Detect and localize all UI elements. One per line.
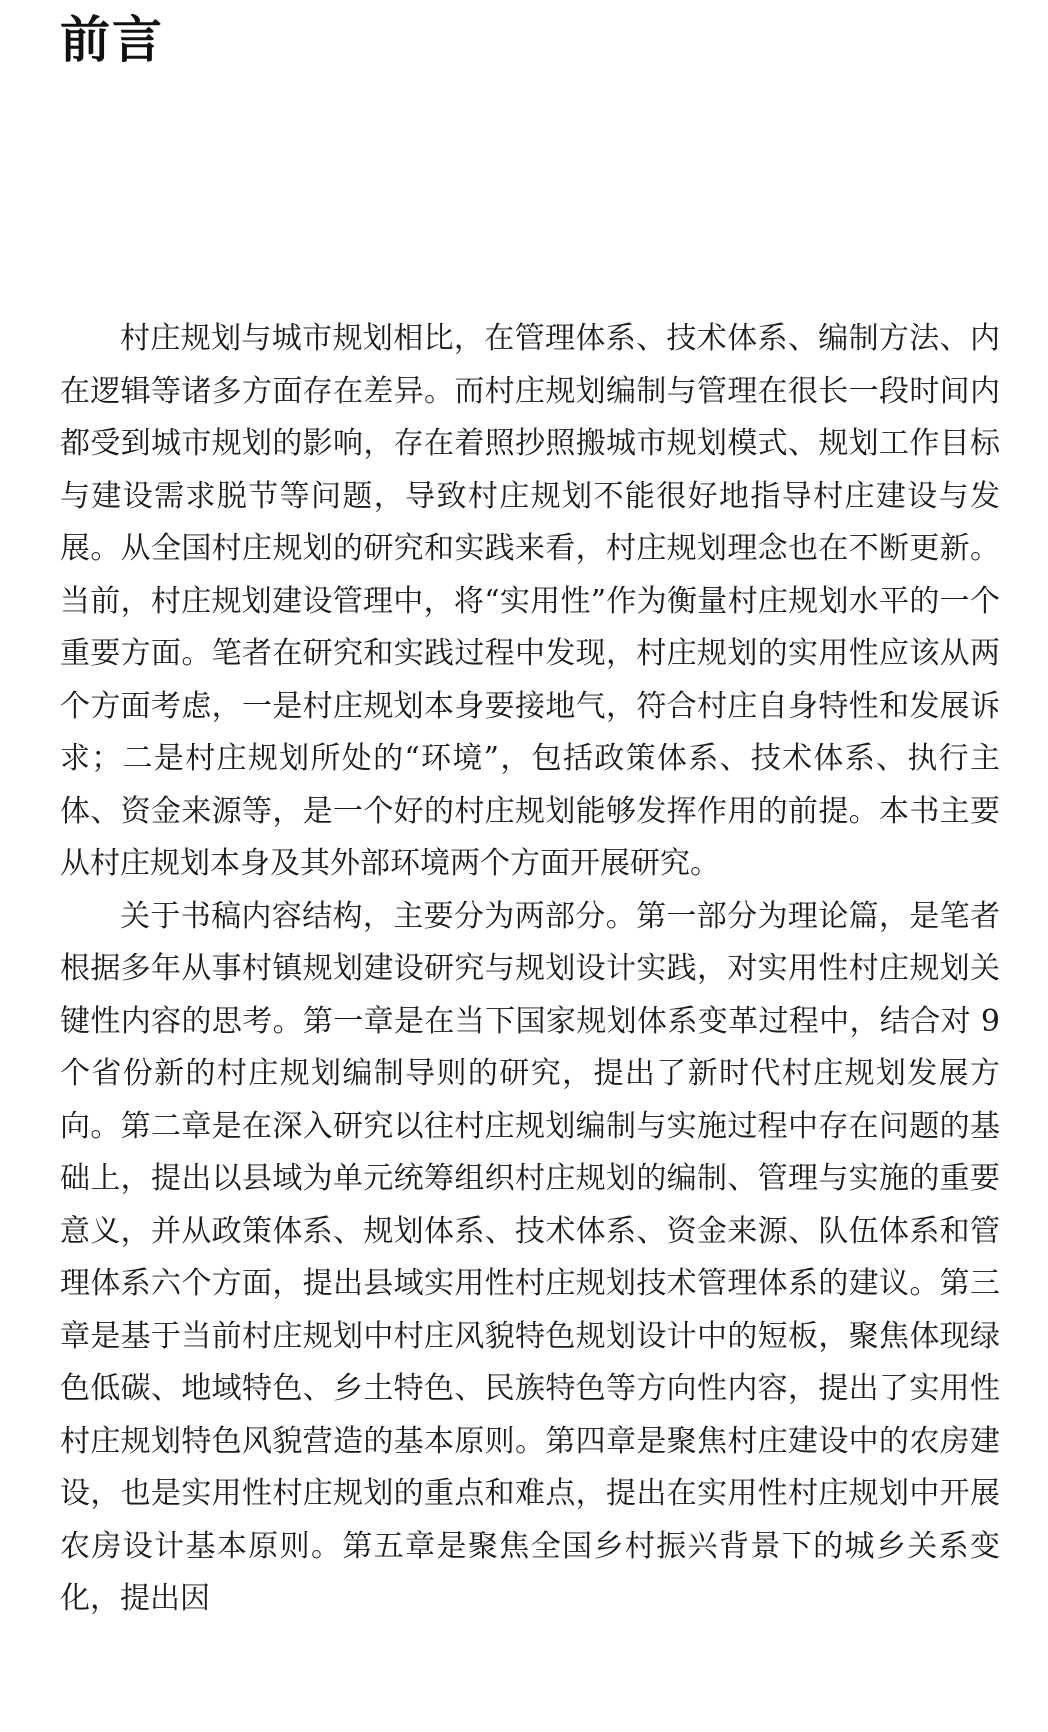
body-text [60, 313, 1000, 1626]
paragraph-1: 村庄规划与城市规划相比，在管理体系、技术体系、编制方法、内在逻辑等诸多方面存在差异。而村庄规划编制与管理在很长一段时间内都受到城市规划的影响，存在着照抄照搬城市规划模式、规划工作目标与建设需求脱节等问题，导致村庄规划不能很好地指导村庄建设与发展。从全国村庄规划的研究和实践来看，村庄规划理念也在不断更新。当前，村庄规划建设管理中，将“实用性”作为衡量村庄规划水平的一个重要方面。笔者在研究和实践过程中发现，村庄规划的实用性应该从两个方面考虑，一是村庄规划本身要接地气，符合村庄自身特性和发展诉求；二是村庄规划所处的“环境”，包括政策体系、技术体系、执行主体、资金来源等，是一个好的村庄规划能够发挥作用的前提。本书主要从村庄规划本身及其外部环境两个方面开展研究。 [60, 321, 1000, 881]
paragraph-2: 关于书稿内容结构，主要分为两部分。第一部分为理论篇，是笔者根据多年从事村镇规划建设研究与规划设计实践，对实用性村庄规划关键性内容的思考。第一章是在当下国家规划体系变革过程中，结合对 9 个省份新的村庄规划编制导则的研究，提出了新时代村庄规划发展方向。第二章是在深入研究以往村庄规划编制与实施过程中存在问题的基础上，提出以县域为单元统筹组织村庄规划的编制、管理与实施的重要意义，并从政策体系、规划体系、技术体系、资金来源、队伍体系和管理体系六个方面，提出县域实用性村庄规划技术管理体系的建议。第三章是基于当前村庄规划中村庄风貌特色规划设计中的短板，聚焦体现绿色低碳、地域特色、乡土特色、民族特色等方向性内容，提出了实用性村庄规划特色风貌营造的基本原则。第四章是聚焦村庄建设中的农房建设，也是实用性村庄规划的重点和难点，提出在实用性村庄规划中开展农房设计基本原则。第五章是聚焦全国乡村振兴背景下的城乡关系变化，提出因 [60, 898, 1000, 1616]
chapter-heading: 前言 [60, 11, 164, 69]
